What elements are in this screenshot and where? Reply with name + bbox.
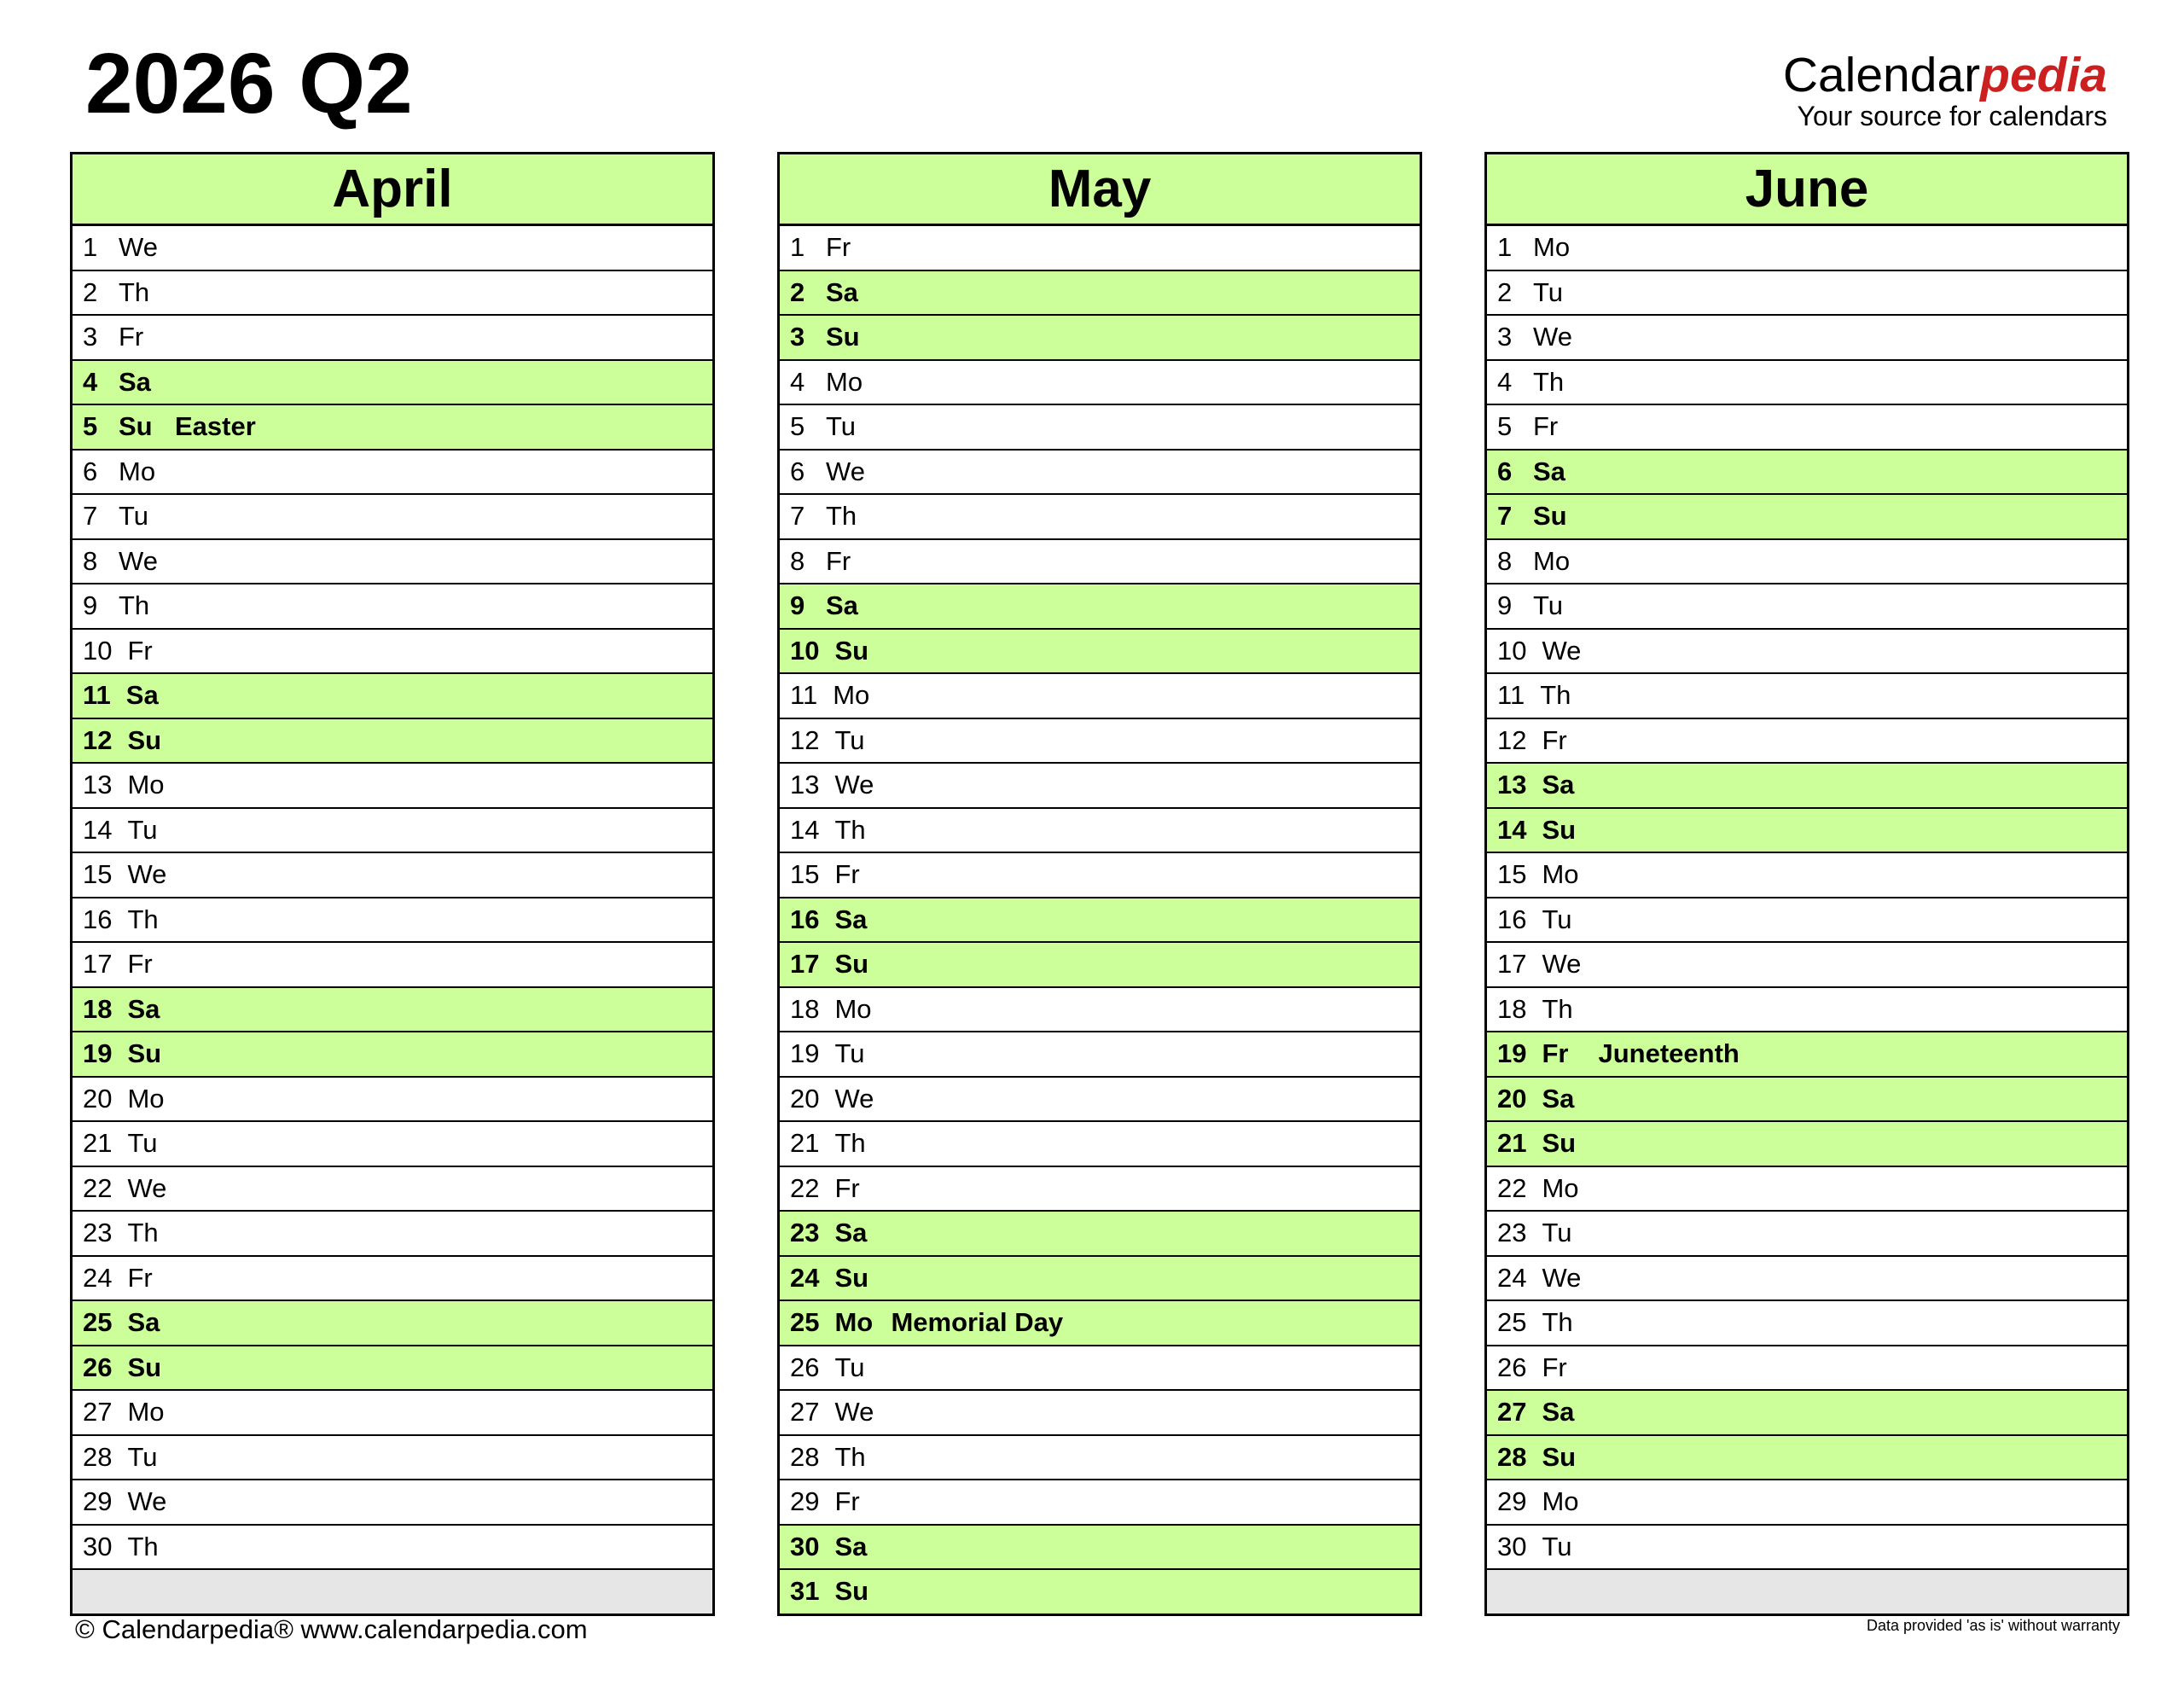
day-row — [1487, 540, 2127, 585]
day-row — [73, 1480, 712, 1526]
day-number: 16 — [1497, 904, 1527, 934]
weekday-abbr: Mo — [127, 1083, 165, 1113]
day-number: 10 — [790, 635, 820, 666]
weekday-abbr: Tu — [119, 501, 149, 532]
day-number: 23 — [1497, 1218, 1527, 1248]
brand-logo[interactable] — [1783, 48, 2107, 131]
day-row — [780, 943, 1420, 988]
weekday-abbr: We — [127, 859, 167, 890]
day-number: 24 — [83, 1262, 113, 1293]
day-row — [780, 1301, 1420, 1346]
day-number: 8 — [790, 545, 805, 576]
weekday-abbr: Tu — [127, 1128, 158, 1159]
day-row — [1487, 674, 2127, 719]
day-row — [780, 540, 1420, 585]
day-list — [780, 226, 1420, 1614]
weekday-abbr: We — [826, 456, 865, 486]
day-row — [780, 1212, 1420, 1257]
day-number: 12 — [790, 724, 820, 755]
day-row — [780, 361, 1420, 406]
weekday-abbr: Mo — [119, 456, 156, 486]
day-row — [780, 1078, 1420, 1123]
day-row — [780, 495, 1420, 540]
filler-row — [1487, 1570, 2127, 1614]
day-row — [73, 361, 712, 406]
weekday-abbr: Sa — [826, 276, 858, 307]
weekday-abbr: Mo — [127, 1397, 165, 1427]
day-number: 21 — [1497, 1128, 1527, 1159]
weekday-abbr: Tu — [834, 1038, 865, 1069]
day-number: 15 — [1497, 859, 1527, 890]
day-number: 16 — [790, 904, 820, 934]
day-number: 12 — [83, 724, 113, 755]
day-number: 3 — [790, 322, 805, 352]
day-row — [73, 584, 712, 630]
day-number: 21 — [83, 1128, 113, 1159]
weekday-abbr: Su — [1533, 501, 1567, 532]
day-number: 31 — [790, 1576, 820, 1607]
day-row — [1487, 1480, 2127, 1526]
day-number: 9 — [790, 590, 805, 621]
day-number: 20 — [790, 1083, 820, 1113]
weekday-abbr: Fr — [1533, 411, 1559, 442]
day-number: 5 — [83, 411, 98, 442]
weekday-abbr: Sa — [1542, 770, 1575, 800]
day-number: 16 — [83, 904, 113, 934]
day-number: 27 — [1497, 1397, 1527, 1427]
day-row — [780, 853, 1420, 898]
day-number: 25 — [1497, 1307, 1527, 1338]
footer-disclaimer: Data provided 'as is' without warranty — [1866, 1617, 2120, 1634]
weekday-abbr: Sa — [119, 366, 151, 397]
day-number: 30 — [1497, 1531, 1527, 1561]
weekday-abbr: Sa — [826, 590, 858, 621]
day-number: 11 — [790, 680, 818, 711]
day-row — [73, 988, 712, 1033]
day-row — [780, 271, 1420, 317]
day-row — [73, 405, 712, 451]
weekday-abbr: We — [834, 1397, 874, 1427]
weekday-abbr: Fr — [1542, 1038, 1569, 1069]
weekday-abbr: Su — [127, 724, 162, 755]
brand-name — [1783, 48, 2107, 102]
day-number: 4 — [83, 366, 98, 397]
weekday-abbr: Sa — [1533, 456, 1565, 486]
weekday-abbr: We — [834, 770, 874, 800]
brand-name-accent: pedia — [1980, 48, 2107, 102]
day-row — [780, 584, 1420, 630]
weekday-abbr: Mo — [834, 1307, 874, 1338]
day-row — [1487, 1436, 2127, 1481]
day-row — [780, 674, 1420, 719]
day-number: 23 — [790, 1218, 820, 1248]
day-row — [780, 1346, 1420, 1392]
day-number: 5 — [1497, 411, 1513, 442]
day-row — [73, 764, 712, 809]
weekday-abbr: Fr — [826, 232, 851, 263]
weekday-abbr: Sa — [834, 1531, 868, 1561]
weekday-abbr: Fr — [826, 545, 851, 576]
day-number: 18 — [1497, 993, 1527, 1024]
day-number: 8 — [1497, 545, 1513, 576]
day-number: 6 — [83, 456, 98, 486]
brand-name-main: Calendar — [1782, 48, 1981, 102]
day-number: 18 — [83, 993, 113, 1024]
day-number: 29 — [83, 1486, 113, 1517]
day-row — [780, 988, 1420, 1033]
day-row — [780, 1167, 1420, 1212]
day-number: 29 — [790, 1486, 820, 1517]
day-number: 2 — [83, 276, 98, 307]
page-title: 2026 Q2 — [85, 36, 413, 131]
day-row — [1487, 1032, 2127, 1078]
day-number: 27 — [83, 1397, 113, 1427]
weekday-abbr: Tu — [1533, 590, 1564, 621]
day-row — [73, 630, 712, 675]
holiday-label: Memorial Day — [891, 1307, 1064, 1338]
weekday-abbr: Sa — [127, 993, 160, 1024]
month-april — [70, 152, 715, 1616]
day-row — [1487, 1257, 2127, 1302]
day-number: 4 — [790, 366, 805, 397]
weekday-abbr: We — [127, 1172, 167, 1203]
day-row — [73, 1122, 712, 1167]
weekday-abbr: Sa — [125, 680, 159, 711]
day-number: 21 — [790, 1128, 820, 1159]
day-row — [1487, 943, 2127, 988]
day-number: 24 — [790, 1262, 820, 1293]
weekday-abbr: Tu — [1542, 904, 1572, 934]
month-header: June — [1487, 154, 2127, 226]
day-number: 15 — [83, 859, 113, 890]
day-number: 2 — [790, 276, 805, 307]
day-row — [780, 1122, 1420, 1167]
day-number: 10 — [1497, 635, 1527, 666]
weekday-abbr: Fr — [1542, 1352, 1567, 1382]
weekday-abbr: Th — [127, 1531, 159, 1561]
day-row — [73, 1391, 712, 1436]
day-row — [73, 1078, 712, 1123]
day-row — [1487, 1391, 2127, 1436]
day-row — [73, 1346, 712, 1392]
day-row — [73, 226, 712, 271]
day-number: 1 — [790, 232, 805, 263]
weekday-abbr: Fr — [1542, 724, 1567, 755]
day-row — [780, 405, 1420, 451]
day-number: 22 — [1497, 1172, 1527, 1203]
day-row — [1487, 853, 2127, 898]
day-row — [1487, 1122, 2127, 1167]
day-row — [73, 943, 712, 988]
day-row — [780, 764, 1420, 809]
day-number: 9 — [1497, 590, 1513, 621]
day-number: 8 — [83, 545, 98, 576]
day-row — [73, 1032, 712, 1078]
weekday-abbr: Su — [834, 1262, 869, 1293]
month-header: April — [73, 154, 712, 226]
holiday-label: Easter — [175, 411, 256, 442]
day-number: 6 — [1497, 456, 1513, 486]
day-number: 22 — [83, 1172, 113, 1203]
weekday-abbr: Fr — [127, 949, 153, 980]
day-number: 25 — [790, 1307, 820, 1338]
day-number: 5 — [790, 411, 805, 442]
weekday-abbr: Su — [127, 1352, 162, 1382]
day-row — [73, 271, 712, 317]
brand-tagline: Your source for calendars — [1797, 101, 2107, 131]
day-number: 19 — [83, 1038, 113, 1069]
weekday-abbr: Su — [127, 1038, 162, 1069]
day-row — [1487, 764, 2127, 809]
weekday-abbr: We — [119, 232, 158, 263]
day-list — [1487, 226, 2127, 1614]
day-row — [1487, 1078, 2127, 1123]
weekday-abbr: Th — [826, 501, 857, 532]
day-row — [780, 1436, 1420, 1481]
day-number: 17 — [1497, 949, 1527, 980]
day-number: 20 — [83, 1083, 113, 1113]
weekday-abbr: We — [1542, 949, 1582, 980]
day-row — [1487, 1167, 2127, 1212]
day-number: 26 — [83, 1352, 113, 1382]
weekday-abbr: Th — [834, 814, 866, 845]
day-row — [780, 630, 1420, 675]
day-row — [73, 674, 712, 719]
weekday-abbr: Fr — [127, 1262, 153, 1293]
weekday-abbr: Mo — [833, 680, 870, 711]
day-number: 1 — [1497, 232, 1513, 263]
weekday-abbr: Th — [1542, 1307, 1573, 1338]
day-number: 3 — [1497, 322, 1513, 352]
weekday-abbr: Mo — [834, 993, 872, 1024]
month-header: May — [780, 154, 1420, 226]
weekday-abbr: Sa — [834, 904, 868, 934]
day-row — [780, 1526, 1420, 1571]
day-number: 24 — [1497, 1262, 1527, 1293]
day-number: 10 — [83, 635, 113, 666]
day-number: 26 — [1497, 1352, 1527, 1382]
holiday-label: Juneteenth — [1598, 1038, 1740, 1069]
day-number: 30 — [83, 1531, 113, 1561]
day-row — [1487, 630, 2127, 675]
day-row — [73, 719, 712, 765]
day-number: 23 — [83, 1218, 113, 1248]
day-number: 25 — [83, 1307, 113, 1338]
weekday-abbr: Su — [834, 635, 869, 666]
day-number: 17 — [790, 949, 820, 980]
weekday-abbr: Sa — [127, 1307, 160, 1338]
weekday-abbr: Tu — [834, 724, 865, 755]
weekday-abbr: Fr — [127, 635, 153, 666]
day-number: 22 — [790, 1172, 820, 1203]
day-row — [73, 1212, 712, 1257]
day-row — [1487, 1301, 2127, 1346]
day-row — [73, 809, 712, 854]
day-row — [780, 1570, 1420, 1614]
weekday-abbr: Tu — [127, 1441, 158, 1472]
day-row — [780, 898, 1420, 944]
day-row — [1487, 316, 2127, 361]
day-number: 6 — [790, 456, 805, 486]
weekday-abbr: Sa — [834, 1218, 868, 1248]
weekday-abbr: Fr — [834, 1486, 860, 1517]
day-number: 9 — [83, 590, 98, 621]
day-row — [1487, 584, 2127, 630]
day-number: 20 — [1497, 1083, 1527, 1113]
day-row — [1487, 1526, 2127, 1571]
day-row — [1487, 226, 2127, 271]
day-row — [780, 1480, 1420, 1526]
weekday-abbr: Fr — [834, 1172, 860, 1203]
weekday-abbr: Th — [834, 1441, 866, 1472]
weekday-abbr: We — [127, 1486, 167, 1517]
day-number: 12 — [1497, 724, 1527, 755]
day-number: 17 — [83, 949, 113, 980]
weekday-abbr: Tu — [826, 411, 857, 442]
footer-copyright: © Calendarpedia® www.calendarpedia.com — [75, 1614, 588, 1644]
weekday-abbr: Th — [1542, 993, 1573, 1024]
day-row — [1487, 988, 2127, 1033]
day-row — [1487, 898, 2127, 944]
day-row — [1487, 719, 2127, 765]
weekday-abbr: Th — [127, 1218, 159, 1248]
weekday-abbr: Sa — [1542, 1083, 1575, 1113]
day-number: 4 — [1497, 366, 1513, 397]
day-row — [780, 316, 1420, 361]
day-number: 14 — [83, 814, 113, 845]
day-row — [780, 719, 1420, 765]
day-row — [1487, 405, 2127, 451]
weekday-abbr: We — [1542, 635, 1582, 666]
weekday-abbr: Mo — [826, 366, 863, 397]
day-number: 14 — [1497, 814, 1527, 845]
day-number: 11 — [1497, 680, 1525, 711]
day-number: 29 — [1497, 1486, 1527, 1517]
weekday-abbr: Su — [834, 949, 869, 980]
day-number: 7 — [83, 501, 98, 532]
weekday-abbr: Su — [119, 411, 153, 442]
weekday-abbr: Su — [1542, 1128, 1577, 1159]
day-number: 11 — [83, 680, 111, 711]
day-row — [73, 540, 712, 585]
weekday-abbr: Mo — [1533, 545, 1571, 576]
day-number: 13 — [1497, 770, 1527, 800]
day-row — [1487, 361, 2127, 406]
weekday-abbr: Sa — [1542, 1397, 1575, 1427]
day-number: 28 — [83, 1441, 113, 1472]
day-row — [780, 451, 1420, 496]
day-number: 13 — [83, 770, 113, 800]
weekday-abbr: We — [1542, 1262, 1582, 1293]
day-row — [1487, 809, 2127, 854]
weekday-abbr: Th — [834, 1128, 866, 1159]
day-row — [1487, 451, 2127, 496]
day-row — [780, 809, 1420, 854]
day-number: 7 — [1497, 501, 1513, 532]
day-row — [73, 1257, 712, 1302]
weekday-abbr: Su — [834, 1576, 869, 1607]
weekday-abbr: We — [1533, 322, 1572, 352]
day-row — [73, 451, 712, 496]
day-row — [73, 1436, 712, 1481]
weekday-abbr: Su — [1542, 1441, 1577, 1472]
weekday-abbr: Mo — [1542, 859, 1579, 890]
weekday-abbr: We — [119, 545, 158, 576]
weekday-abbr: Th — [119, 590, 150, 621]
month-june — [1484, 152, 2129, 1616]
day-number: 1 — [83, 232, 98, 263]
filler-row — [73, 1570, 712, 1614]
weekday-abbr: Mo — [1533, 232, 1571, 263]
day-number: 30 — [790, 1531, 820, 1561]
day-row — [1487, 1346, 2127, 1392]
weekday-abbr: Mo — [1542, 1172, 1579, 1203]
day-row — [780, 1391, 1420, 1436]
day-number: 15 — [790, 859, 820, 890]
day-number: 28 — [790, 1441, 820, 1472]
weekday-abbr: We — [834, 1083, 874, 1113]
day-row — [780, 1257, 1420, 1302]
day-row — [73, 1526, 712, 1571]
weekday-abbr: Th — [1540, 680, 1571, 711]
weekday-abbr: Su — [1542, 814, 1577, 845]
day-number: 19 — [1497, 1038, 1527, 1069]
weekday-abbr: Tu — [1533, 276, 1564, 307]
day-number: 19 — [790, 1038, 820, 1069]
day-row — [73, 495, 712, 540]
day-number: 18 — [790, 993, 820, 1024]
weekday-abbr: Mo — [127, 770, 165, 800]
day-number: 26 — [790, 1352, 820, 1382]
weekday-abbr: Tu — [1542, 1531, 1572, 1561]
day-row — [73, 1301, 712, 1346]
weekday-abbr: Th — [1533, 366, 1565, 397]
day-row — [73, 853, 712, 898]
day-number: 2 — [1497, 276, 1513, 307]
day-list — [73, 226, 712, 1614]
day-number: 13 — [790, 770, 820, 800]
day-number: 27 — [790, 1397, 820, 1427]
weekday-abbr: Fr — [834, 859, 860, 890]
day-row — [73, 1167, 712, 1212]
weekday-abbr: Tu — [834, 1352, 865, 1382]
day-row — [780, 226, 1420, 271]
day-row — [73, 898, 712, 944]
weekday-abbr: Th — [119, 276, 150, 307]
day-number: 7 — [790, 501, 805, 532]
weekday-abbr: Fr — [119, 322, 144, 352]
day-row — [780, 1032, 1420, 1078]
day-row — [1487, 495, 2127, 540]
day-number: 3 — [83, 322, 98, 352]
weekday-abbr: Tu — [1542, 1218, 1572, 1248]
weekday-abbr: Su — [826, 322, 860, 352]
weekday-abbr: Tu — [127, 814, 158, 845]
day-row — [1487, 1212, 2127, 1257]
day-row — [1487, 271, 2127, 317]
day-number: 14 — [790, 814, 820, 845]
day-row — [73, 316, 712, 361]
day-number: 28 — [1497, 1441, 1527, 1472]
weekday-abbr: Th — [127, 904, 159, 934]
month-may — [777, 152, 1422, 1616]
weekday-abbr: Mo — [1542, 1486, 1579, 1517]
